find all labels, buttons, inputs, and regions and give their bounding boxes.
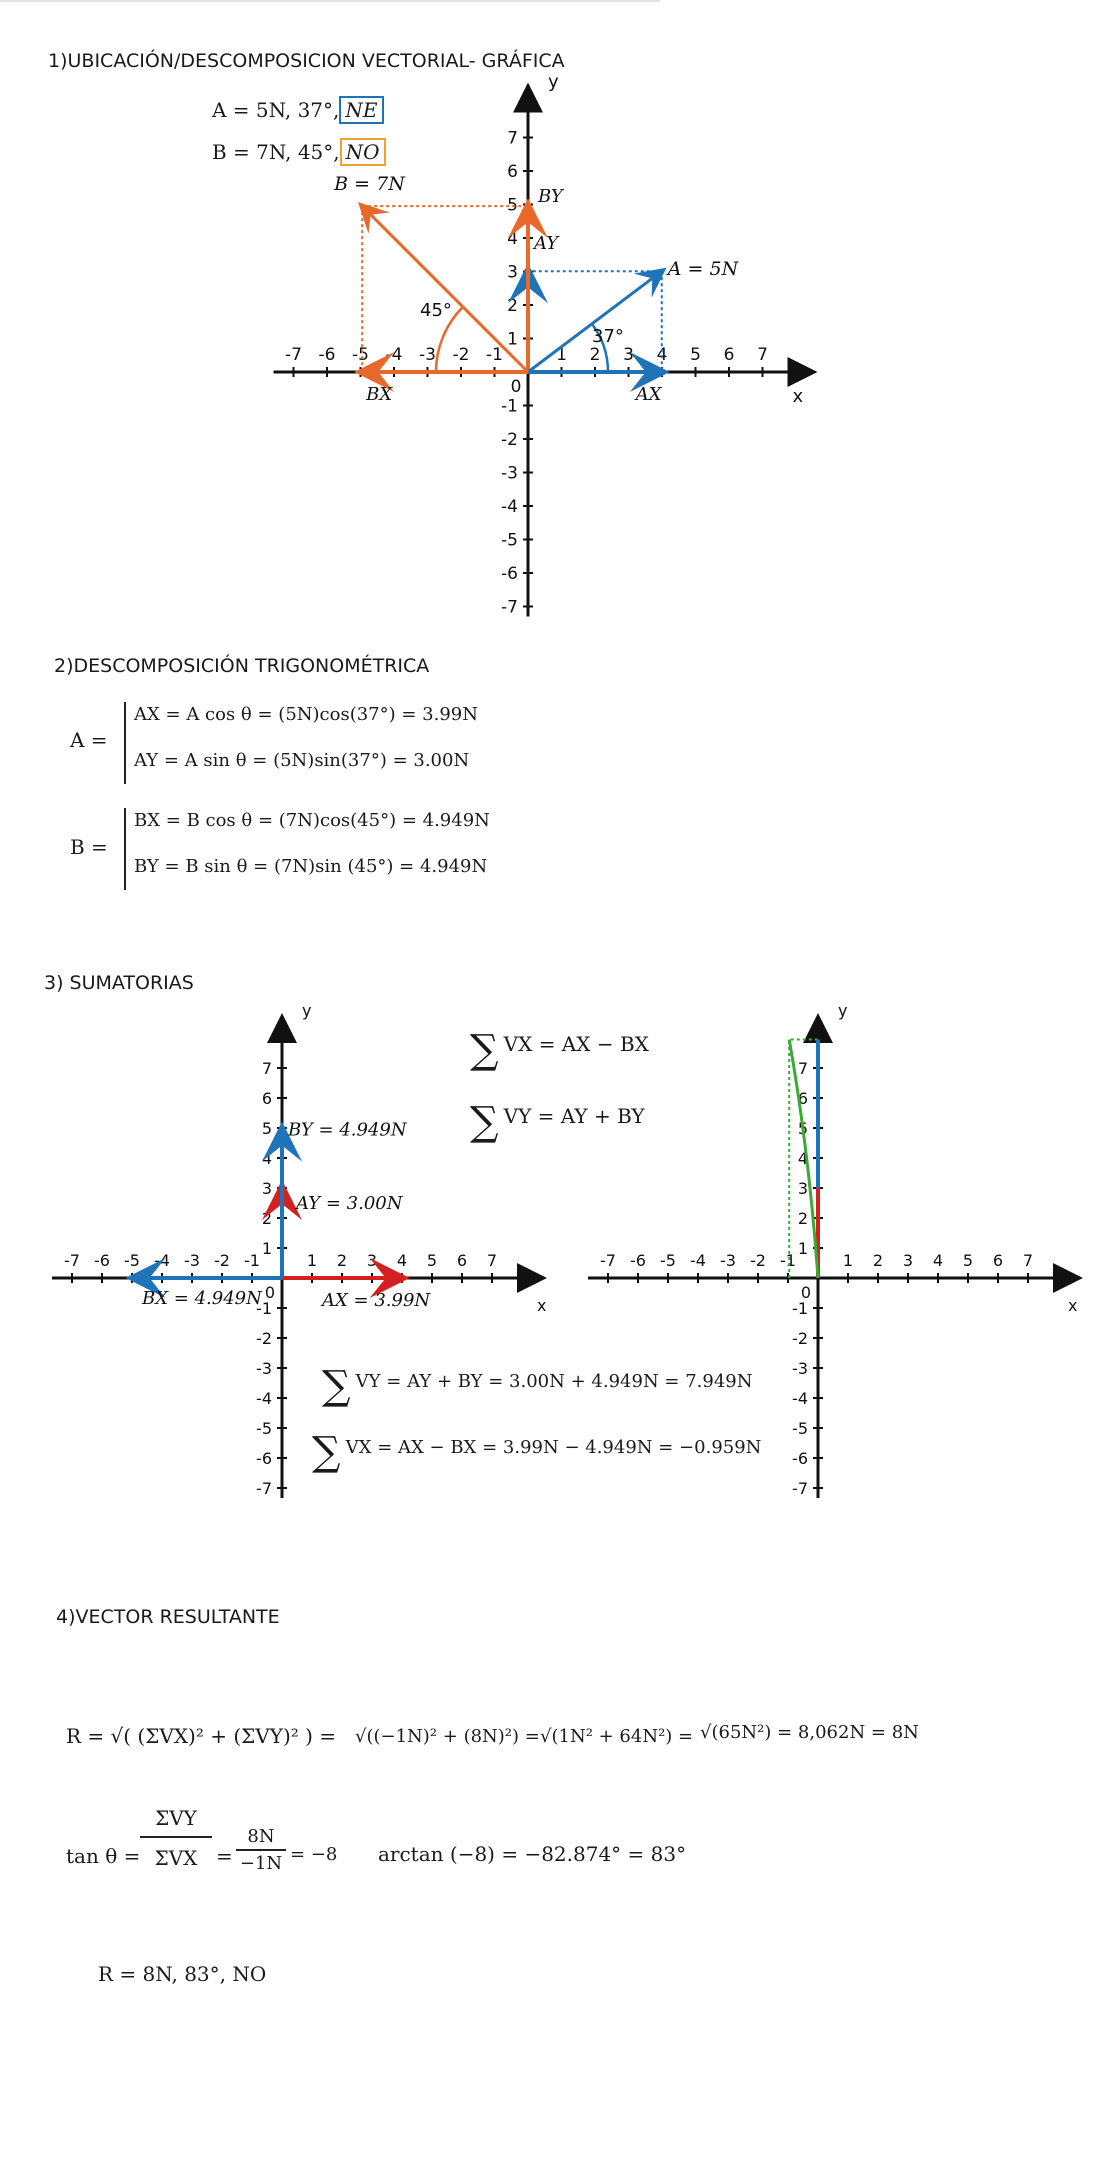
y-tick-label: -6 — [501, 564, 518, 584]
y-tick-label: -4 — [792, 1389, 808, 1408]
y-tick-label: -1 — [256, 1299, 272, 1318]
y-tick-label: 5 — [261, 1119, 272, 1138]
x-tick-label: 6 — [992, 1251, 1004, 1270]
resultant-step-2: √(1N² + 64N²) = — [540, 1726, 694, 1747]
trig-bx: BX = B cos θ = (7N)cos(45°) = 4.949N — [134, 810, 490, 831]
graph2-canvas — [52, 1001, 546, 1498]
y-tick-label: -2 — [501, 430, 518, 450]
y-tick-label: -7 — [792, 1479, 808, 1498]
angle-a-label: 37° — [592, 326, 624, 347]
x-tick-label: -2 — [452, 345, 470, 365]
x-tick-label: 5 — [426, 1251, 438, 1270]
origin-label: 0 — [800, 1283, 812, 1302]
given-a-direction: NE — [339, 96, 383, 124]
y-tick-label: 7 — [261, 1059, 272, 1078]
y-axis-label: y — [838, 1001, 848, 1020]
y-tick-label: 2 — [261, 1209, 272, 1228]
y-tick-label: 2 — [507, 296, 518, 316]
sum-formula-x-text: VX = AX − BX — [503, 1032, 649, 1056]
y-tick-label: 3 — [261, 1179, 272, 1198]
x-tick-label: -5 — [352, 345, 369, 365]
y-tick-label: -5 — [501, 530, 518, 551]
y-tick-label: 4 — [797, 1149, 808, 1168]
x-tick-label: 3 — [902, 1251, 914, 1270]
sum-formula-x — [470, 1027, 649, 1073]
origin-label: 0 — [264, 1283, 276, 1302]
x-tick-label: 6 — [723, 345, 735, 365]
x-tick-label: 4 — [932, 1251, 944, 1270]
y-tick-label: 6 — [261, 1089, 272, 1108]
x-tick-label: -3 — [720, 1251, 736, 1270]
y-tick-label: -5 — [256, 1419, 272, 1438]
vector-a-label: A = 5N — [667, 258, 739, 281]
x-tick-label: 5 — [962, 1251, 974, 1270]
y-axis-label: y — [302, 1001, 312, 1020]
x-tick-label: 6 — [456, 1251, 468, 1270]
x-tick-label: -1 — [244, 1251, 260, 1270]
y-tick-label: 4 — [261, 1149, 272, 1168]
y-tick-label: -7 — [501, 597, 518, 618]
trig-by: BY = B sin θ = (7N)sin (45°) = 4.949N — [134, 856, 488, 877]
vector-graph — [0, 0, 1095, 620]
tan-lhs: tan θ = — [66, 1844, 141, 1868]
x-tick-label: -6 — [630, 1251, 646, 1270]
x-tick-label: -3 — [184, 1251, 200, 1270]
x-axis-label: x — [1068, 1296, 1078, 1315]
given-b-prefix: B = 7N, 45°, — [212, 140, 340, 164]
y-tick-label: -1 — [792, 1299, 808, 1318]
y-tick-label: -7 — [256, 1479, 272, 1498]
trig-ax: AX = A cos θ = (5N)cos(37°) = 3.99N — [134, 704, 479, 725]
x-tick-label: 1 — [842, 1251, 854, 1270]
x-tick-label: 1 — [556, 345, 567, 365]
sum-calc-x-text: VX = AX − BX = 3.99N − 4.949N = −0.959N — [345, 1437, 762, 1458]
sigma-icon: ∑ — [470, 1027, 499, 1073]
trig-a-label: A = — [70, 728, 108, 752]
y-tick-label: -6 — [256, 1449, 272, 1468]
tan-fraction — [140, 1806, 212, 1870]
sum-formula-y-text: VY = AY + BY — [503, 1104, 645, 1128]
y-tick-label: -6 — [792, 1449, 808, 1468]
tan-denominator-2: −1N — [239, 1853, 283, 1874]
y-axis-label: y — [548, 71, 559, 93]
trig-ay: AY = A sin θ = (5N)sin(37°) = 3.00N — [134, 750, 470, 771]
trig-b-label: B = — [70, 835, 108, 859]
sigma-icon: ∑ — [470, 1099, 499, 1145]
x-tick-label: 5 — [690, 345, 701, 365]
y-tick-label: -2 — [792, 1329, 808, 1348]
section-2-heading: 2)DESCOMPOSICIÓN TRIGONOMÉTRICA — [54, 655, 430, 677]
vector-by-label: BY — [538, 186, 563, 208]
origin-label: 0 — [510, 377, 522, 397]
y-tick-label: 5 — [507, 195, 518, 216]
y-tick-label: -3 — [792, 1359, 808, 1378]
vector-ax-label: AX — [635, 384, 662, 405]
y-tick-label: -1 — [501, 396, 518, 417]
x-tick-label: 2 — [872, 1251, 884, 1270]
sum-calc-y — [322, 1363, 753, 1409]
x-tick-label: 7 — [757, 345, 768, 365]
y-tick-label: -3 — [501, 463, 518, 484]
x-tick-label: -1 — [780, 1251, 796, 1270]
arctan-result: arctan (−8) = −82.874° = 83° — [378, 1842, 687, 1866]
y-tick-label: -4 — [256, 1389, 272, 1408]
x-tick-label: -7 — [600, 1251, 616, 1270]
x-axis-label: x — [792, 386, 804, 407]
tan-numerator-2: 8N — [236, 1826, 286, 1851]
x-axis-label: x — [537, 1296, 547, 1315]
sum-formula-y — [470, 1099, 645, 1145]
x-tick-label: -4 — [385, 345, 403, 365]
x-tick-label: -2 — [214, 1251, 230, 1270]
tan-equals: = — [216, 1844, 233, 1868]
x-tick-label: 4 — [656, 345, 668, 365]
y-tick-label: 7 — [507, 128, 518, 149]
x-tick-label: -2 — [750, 1251, 766, 1270]
angle-b-label: 45° — [420, 300, 452, 321]
x-tick-label: 3 — [623, 345, 634, 365]
graph3-canvas — [588, 1001, 1077, 1498]
x-tick-label: 3 — [366, 1251, 378, 1270]
vector-b-label: B = 7N — [334, 173, 405, 196]
sigma-icon: ∑ — [322, 1363, 351, 1409]
resultant-step-1: √((−1N)² + (8N)²) = — [355, 1726, 540, 1747]
y-tick-label: 4 — [507, 229, 518, 249]
x-tick-label: 7 — [1022, 1251, 1034, 1270]
y-tick-label: -2 — [256, 1329, 272, 1348]
y-tick-label: 1 — [507, 329, 518, 350]
tan-fraction-2 — [236, 1826, 286, 1874]
x-tick-label: -4 — [690, 1251, 706, 1270]
x-tick-label: 2 — [336, 1251, 348, 1270]
y-tick-label: 6 — [507, 162, 518, 182]
resultant-step-3: √(65N²) = 8,062N = 8N — [700, 1722, 919, 1743]
y-tick-label: 7 — [797, 1059, 808, 1078]
x-tick-label: -7 — [64, 1251, 80, 1270]
y-tick-label: 6 — [797, 1089, 808, 1108]
y-tick-label: -4 — [501, 497, 518, 517]
vector-bx-label: BX — [366, 384, 393, 405]
x-tick-label: -4 — [154, 1251, 170, 1270]
vector-bx-label: BX = 4.949N — [142, 1288, 262, 1309]
y-tick-label: -3 — [256, 1359, 272, 1378]
given-b-direction: NO — [340, 138, 386, 166]
x-tick-label: 2 — [589, 345, 601, 365]
graph1-canvas — [274, 72, 804, 618]
trig-a-bracket — [124, 702, 126, 784]
resultant-equation: R = √( (ΣVX)² + (ΣVY)² ) = — [66, 1724, 337, 1748]
x-tick-label: -6 — [318, 345, 336, 365]
y-tick-label: -5 — [792, 1419, 808, 1438]
x-tick-label: 1 — [306, 1251, 318, 1270]
vector-ay-label: AY = 3.00N — [296, 1193, 403, 1214]
tan-numerator: ΣVY — [140, 1806, 212, 1838]
x-tick-label: 7 — [486, 1251, 498, 1270]
sum-calc-x — [312, 1429, 762, 1475]
trig-b-bracket — [124, 808, 126, 890]
section-3-heading: 3) SUMATORIAS — [44, 972, 194, 994]
y-tick-label: 3 — [797, 1179, 808, 1198]
final-result: R = 8N, 83°, NO — [98, 1962, 267, 1986]
y-tick-label: 3 — [507, 262, 518, 283]
x-tick-label: -6 — [94, 1251, 110, 1270]
vector-by-label: BY = 4.949N — [288, 1119, 407, 1141]
given-a-prefix: A = 5N, 37°, — [212, 98, 340, 122]
y-tick-label: 5 — [797, 1119, 808, 1138]
x-tick-label: -5 — [660, 1251, 676, 1270]
vector-ax-label: AX = 3.99N — [322, 1290, 431, 1311]
y-tick-label: 2 — [797, 1209, 808, 1228]
vector-ay-label: AY — [534, 233, 559, 255]
x-tick-label: -1 — [486, 345, 503, 365]
x-tick-label: -5 — [124, 1251, 140, 1270]
y-tick-label: 1 — [261, 1239, 272, 1258]
x-tick-label: -3 — [419, 345, 436, 365]
tan-denominator: ΣVX — [154, 1846, 198, 1870]
sum-calc-y-text: VY = AY + BY = 3.00N + 4.949N = 7.949N — [355, 1371, 753, 1392]
section-4-heading: 4)VECTOR RESULTANTE — [56, 1606, 280, 1628]
sigma-icon: ∑ — [312, 1429, 341, 1475]
y-tick-label: 1 — [797, 1239, 808, 1258]
tan-value: = −8 — [290, 1844, 338, 1865]
x-tick-label: -7 — [285, 345, 302, 365]
x-tick-label: 4 — [396, 1251, 408, 1270]
section-1-heading: 1)UBICACIÓN/DESCOMPOSICION VECTORIAL- GRÁFICA — [48, 50, 565, 72]
